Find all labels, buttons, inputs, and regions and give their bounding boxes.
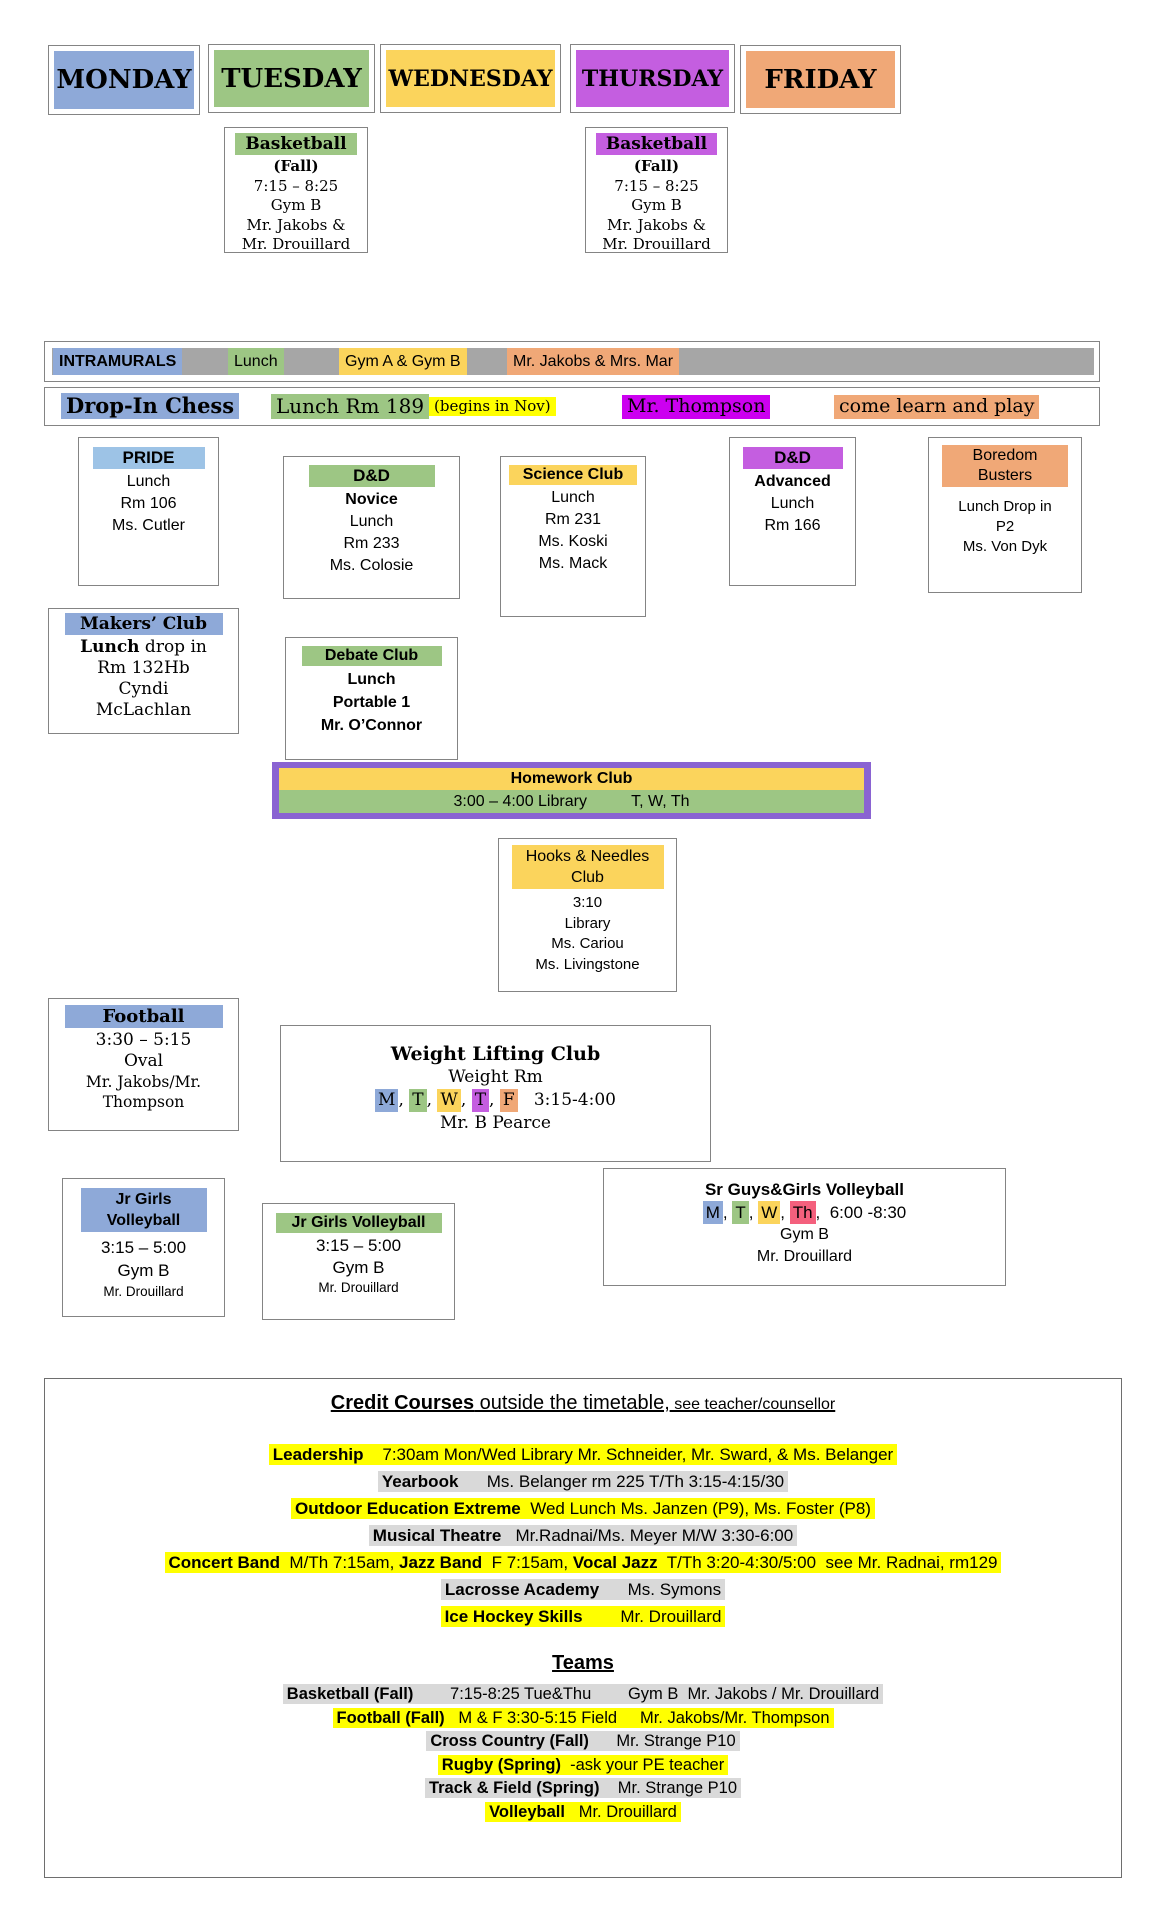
club-title — [512, 845, 664, 889]
day-chip-monday: M — [375, 1089, 398, 1112]
club-line: Mr. Drouillard — [318, 1280, 399, 1295]
club-line: Rm 106 — [120, 495, 177, 512]
club-line: Lunch Drop in — [958, 498, 1052, 515]
course-details: 7:30am Mon/Wed Library Mr. Schneider, Mr. Sward, & Ms. Belanger — [363, 1445, 894, 1464]
club-card-basketball-thursday — [585, 127, 728, 253]
club-line: Mr. Drouillard — [602, 235, 711, 253]
day-header-friday — [740, 45, 901, 114]
club-line: Oval — [123, 1051, 164, 1071]
day-label-tuesday: TUESDAY — [214, 50, 369, 107]
separator: , — [489, 1090, 500, 1110]
club-line: 7:15 – 8:25 — [253, 176, 339, 195]
club-line: Ms. Colosie — [329, 557, 414, 574]
credit-line-leadership — [45, 1441, 1121, 1468]
day-label-wednesday: WEDNESDAY — [386, 50, 555, 107]
course-details: Mr.Radnai/Ms. Meyer M/W 3:30-6:00 — [501, 1526, 794, 1545]
chess-title: Drop-In Chess — [61, 393, 239, 419]
intramurals-staff: Mr. Jakobs & Mrs. Mar — [507, 348, 679, 375]
club-card-boredom-busters — [928, 437, 1082, 593]
club-card-science — [500, 456, 646, 617]
club-days-line — [604, 1201, 1005, 1224]
homework-club-banner — [272, 762, 871, 819]
club-title-line2: Busters — [977, 467, 1033, 484]
course-details: F 7:15am, — [482, 1553, 573, 1572]
club-card-hooks-needles — [498, 838, 677, 992]
club-line: Ms. Cutler — [112, 517, 185, 534]
club-time: , 6:00 -8:30 — [815, 1203, 907, 1222]
credit-line-ice-hockey — [45, 1603, 1121, 1630]
club-line: Rm 231 — [544, 511, 602, 528]
club-line: Cyndi — [118, 679, 169, 699]
club-title: PRIDE — [93, 447, 205, 469]
intramurals-where: Gym A & Gym B — [339, 348, 467, 375]
team-name: Track & Field (Spring) — [428, 1779, 600, 1797]
club-line: Mr. B Pearce — [440, 1113, 551, 1133]
club-card-makers — [48, 608, 239, 734]
club-line: Library — [564, 914, 611, 932]
club-subtitle: Advanced — [754, 473, 831, 490]
day-chip-thursday: Th — [790, 1201, 816, 1224]
intramurals-bar — [52, 348, 1094, 375]
chess-tagline: come learn and play — [834, 395, 1039, 419]
teams-heading: Teams — [552, 1652, 614, 1674]
club-line — [49, 637, 238, 658]
club-title-line1: Jr Girls — [115, 1191, 172, 1208]
club-card-dd-novice — [283, 456, 460, 599]
team-details: Mr. Strange P10 — [599, 1779, 738, 1797]
day-chip-wednesday: W — [437, 1089, 460, 1112]
club-title: Debate Club — [302, 646, 442, 666]
club-line: Ms. Mack — [538, 555, 608, 572]
club-line: Gym B — [270, 196, 322, 214]
club-title: Basketball — [235, 133, 357, 155]
club-card-dd-advanced — [729, 437, 856, 586]
club-line: Ms. Livingstone — [535, 955, 640, 973]
credit-line-lacrosse — [45, 1576, 1121, 1603]
club-line: 3:30 – 5:15 — [95, 1030, 192, 1050]
club-line: 3:15 – 5:00 — [100, 1238, 187, 1257]
club-title: Jr Girls Volleyball — [276, 1213, 442, 1233]
club-line: Lunch — [770, 495, 815, 512]
team-line-football — [45, 1707, 1121, 1731]
club-line: 3:10 — [572, 894, 603, 911]
course-details: Ms. Belanger rm 225 T/Th 3:15-4:15/30 — [458, 1472, 785, 1491]
course-name: Outdoor Education Extreme — [295, 1499, 521, 1518]
club-line: Ms. Von Dyk — [962, 538, 1048, 555]
club-line: Rm 233 — [343, 535, 400, 552]
club-title: Makers’ Club — [65, 613, 223, 635]
club-line: Thompson — [102, 1093, 185, 1111]
club-card-jr-girls-volleyball-tuesday — [262, 1203, 455, 1320]
club-line: Gym B — [631, 196, 682, 214]
team-name: Football (Fall) — [336, 1708, 445, 1727]
course-details: Wed Lunch Ms. Janzen (P9), Ms. Foster (P8) — [520, 1499, 871, 1518]
day-label-friday: FRIDAY — [746, 51, 895, 108]
course-name: Lacrosse Academy — [444, 1580, 600, 1599]
day-chip-thursday: T — [472, 1089, 489, 1112]
separator: , — [780, 1203, 790, 1222]
credit-line-yearbook — [45, 1468, 1121, 1495]
course-name: Musical Theatre — [372, 1526, 502, 1545]
intramurals-banner — [44, 341, 1100, 382]
team-details: -ask your PE teacher — [560, 1755, 725, 1774]
separator: , — [722, 1203, 733, 1222]
chess-note: (begins in Nov) — [429, 397, 556, 416]
course-details: M/Th 7:15am, — [279, 1553, 400, 1572]
club-line-bold: Lunch — [80, 637, 140, 657]
club-title-line2: Club — [571, 869, 604, 886]
credit-courses-title — [331, 1392, 836, 1414]
club-title: D&D — [743, 447, 843, 469]
separator: , — [748, 1203, 759, 1222]
credit-courses-heading — [45, 1392, 1121, 1415]
day-header-wednesday — [380, 44, 561, 113]
club-line: Weight Rm — [448, 1067, 543, 1087]
club-title-line2: Volleyball — [106, 1212, 181, 1229]
club-line: Ms. Koski — [538, 533, 608, 550]
course-details: Mr. Drouillard — [582, 1607, 722, 1626]
credit-line-band — [45, 1549, 1121, 1576]
separator: , — [398, 1090, 410, 1110]
team-name: Cross Country (Fall) — [430, 1732, 589, 1750]
club-line: Mr. Jakobs & — [607, 215, 706, 234]
club-title: D&D — [309, 465, 435, 487]
club-title-line1: Hooks & Needles — [525, 848, 650, 865]
team-line-volleyball — [45, 1801, 1121, 1825]
day-chip-tuesday: T — [732, 1201, 748, 1224]
team-line-basketball — [45, 1683, 1121, 1707]
club-card-basketball-tuesday — [224, 127, 368, 253]
separator: , — [460, 1090, 472, 1110]
team-details: M & F 3:30-5:15 Field Mr. Jakobs/Mr. Thompson — [444, 1708, 830, 1727]
course-name: Ice Hockey Skills — [444, 1607, 583, 1626]
course-details: T/Th 3:20-4:30/5:00 see Mr. Radnai, rm129 — [657, 1553, 998, 1572]
day-header-thursday — [570, 44, 735, 113]
club-days-line — [281, 1089, 710, 1112]
team-name: Basketball (Fall) — [286, 1685, 414, 1703]
club-title: Basketball — [596, 133, 717, 155]
club-title: Science Club — [509, 465, 637, 485]
club-line: (Fall) — [633, 157, 680, 175]
credit-line-outdoor-ed — [45, 1495, 1121, 1522]
credit-title-bold: Credit Courses — [330, 1392, 475, 1414]
club-line: Mr. Drouillard — [241, 235, 351, 253]
club-line: Lunch — [349, 513, 394, 530]
chess-banner — [44, 387, 1100, 426]
day-header-monday — [48, 45, 200, 115]
course-name: Yearbook — [381, 1472, 459, 1491]
club-line: Gym B — [332, 1258, 385, 1277]
course-name: Vocal Jazz — [572, 1553, 658, 1572]
day-label-monday: MONDAY — [54, 51, 194, 109]
team-details: Mr. Drouillard — [564, 1802, 677, 1821]
club-line-rest: drop in — [139, 637, 207, 657]
course-name: Concert Band — [168, 1553, 280, 1572]
club-line: Gym B — [117, 1261, 170, 1280]
club-line: 3:15 – 5:00 — [315, 1236, 402, 1255]
homework-club-details: 3:00 – 4:00 Library T, W, Th — [279, 790, 864, 813]
club-line: McLachlan — [95, 700, 192, 720]
credit-title-rest: outside the timetable, — [474, 1392, 670, 1414]
club-line: Mr. Jakobs/Mr. — [85, 1073, 202, 1091]
team-name: Rugby (Spring) — [441, 1755, 561, 1774]
club-card-sr-volleyball — [603, 1168, 1006, 1286]
course-details: Ms. Symons — [599, 1580, 722, 1599]
club-line: Gym B — [780, 1226, 829, 1243]
club-subtitle: Novice — [345, 491, 398, 508]
course-name: Jazz Band — [399, 1553, 483, 1572]
credit-courses-panel — [44, 1378, 1122, 1878]
club-line: Mr. O’Connor — [320, 717, 423, 734]
club-card-jr-girls-volleyball-monday — [62, 1178, 225, 1317]
day-chip-friday: F — [500, 1089, 518, 1112]
team-line-rugby — [45, 1754, 1121, 1778]
club-title-line1: Boredom — [972, 447, 1038, 464]
intramurals-title: INTRAMURALS — [53, 348, 182, 375]
team-details: 7:15-8:25 Tue&Thu Gym B Mr. Jakobs / Mr. Drouillard — [413, 1685, 880, 1703]
club-line: Lunch — [551, 489, 595, 506]
credit-title-small: see teacher/counsellor — [669, 1396, 836, 1413]
club-line: Rm 132Hb — [97, 658, 190, 678]
club-line: Mr. Drouillard — [756, 1248, 853, 1265]
club-line: Rm 166 — [764, 517, 821, 534]
club-line: (Fall) — [273, 157, 319, 175]
club-title: Weight Lifting Club — [390, 1043, 601, 1065]
team-name: Volleyball — [489, 1802, 565, 1821]
club-card-pride — [78, 437, 219, 586]
club-line: Lunch — [347, 671, 396, 688]
chess-staff: Mr. Thompson — [622, 395, 770, 419]
club-line: Portable 1 — [332, 694, 411, 711]
club-card-football — [48, 998, 239, 1131]
day-chip-monday: M — [703, 1201, 723, 1224]
club-card-debate — [285, 637, 458, 760]
club-line: 7:15 – 8:25 — [614, 176, 699, 195]
intramurals-when: Lunch — [228, 348, 284, 375]
club-line: Ms. Cariou — [551, 935, 624, 952]
club-title: Football — [65, 1005, 223, 1028]
day-label-thursday: THURSDAY — [576, 50, 729, 107]
club-title: Sr Guys&Girls Volleyball — [704, 1180, 905, 1199]
course-name: Leadership — [272, 1445, 364, 1464]
day-header-tuesday — [208, 44, 375, 113]
club-line: Mr. Jakobs & — [246, 215, 346, 234]
club-title — [81, 1188, 207, 1232]
homework-club-title: Homework Club — [279, 768, 864, 790]
club-line: P2 — [995, 518, 1015, 535]
team-details: Mr. Strange P10 — [588, 1732, 736, 1750]
club-line: Lunch — [126, 473, 171, 490]
club-card-weight-lifting — [280, 1025, 711, 1162]
credit-line-musical-theatre — [45, 1522, 1121, 1549]
day-chip-tuesday: T — [409, 1089, 426, 1112]
day-chip-wednesday: W — [758, 1201, 780, 1224]
team-line-track-field — [45, 1777, 1121, 1801]
separator: , — [426, 1090, 438, 1110]
team-line-cross-country — [45, 1730, 1121, 1754]
club-line: Mr. Drouillard — [103, 1284, 184, 1299]
club-title — [942, 445, 1068, 487]
chess-when: Lunch Rm 189 — [271, 394, 429, 419]
club-time: 3:15-4:00 — [517, 1090, 616, 1110]
